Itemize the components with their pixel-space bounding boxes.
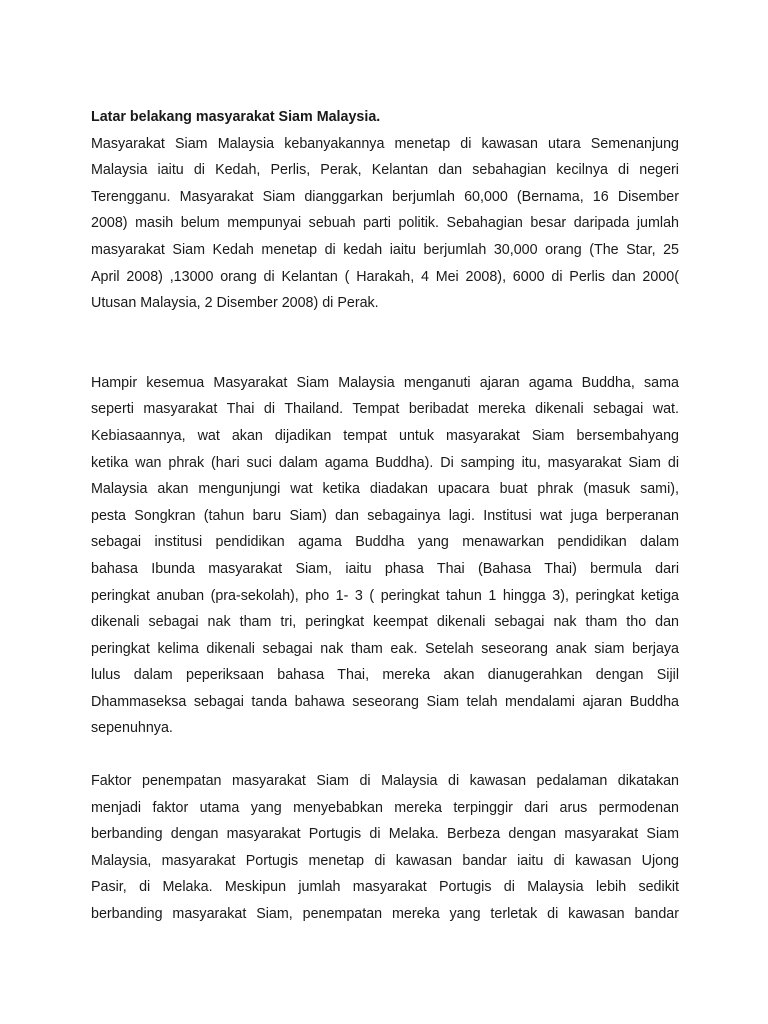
text-line: Malaysia iaitu di Kedah, Perlis, Perak, Kelantan dan sebahagian kecilnya di negeri <box>91 162 679 179</box>
text-line: Terengganu. Masyarakat Siam dianggarkan berjumlah 60,000 (Bernama, 16 Disember <box>91 188 679 205</box>
text-line: menjadi faktor utama yang menyebabkan mereka terpinggir dari arus permodenan <box>91 799 679 816</box>
paragraph-3 <box>91 768 679 928</box>
text-line: bahasa Ibunda masyarakat Siam, iaitu phasa Thai (Bahasa Thai) bermula dari <box>91 560 679 577</box>
document-body <box>91 104 679 928</box>
paragraph-1 <box>91 131 679 317</box>
text-line: April 2008) ,13000 orang di Kelantan ( Harakah, 4 Mei 2008), 6000 di Perlis dan 2000( <box>91 268 679 285</box>
text-line: Hampir kesemua Masyarakat Siam Malaysia menganuti ajaran agama Buddha, sama <box>91 374 679 391</box>
text-line: Masyarakat Siam Malaysia kebanyakannya menetap di kawasan utara Semenanjung <box>91 135 679 152</box>
document-heading: Latar belakang masyarakat Siam Malaysia. <box>91 109 381 125</box>
paragraph-2 <box>91 370 679 742</box>
text-line: Malaysia akan mengunjungi wat ketika diadakan upacara buat phrak (masuk sami), <box>91 481 679 498</box>
text-line: Utusan Malaysia, 2 Disember 2008) di Perak. <box>91 295 379 312</box>
text-line: Malaysia, masyarakat Portugis menetap di kawasan bandar iaitu di kawasan Ujong <box>91 852 679 869</box>
text-line: sebagai institusi pendidikan agama Buddha yang menawarkan pendidikan dalam <box>91 534 679 551</box>
text-line: pesta Songkran (tahun baru Siam) dan sebagainya lagi. Institusi wat juga berperanan <box>91 507 679 524</box>
text-line: peringkat kelima dikenali sebagai nak tham eak. Setelah seseorang anak siam berjaya <box>91 640 679 657</box>
text-line: peringkat anuban (pra-sekolah), pho 1- 3 ( peringkat tahun 1 hingga 3), peringkat ketiga <box>91 587 679 604</box>
text-line: berbanding masyarakat Siam, penempatan mereka yang terletak di kawasan bandar <box>91 906 679 923</box>
text-line: dikenali sebagai nak tham tri, peringkat keempat dikenali sebagai nak tham tho dan <box>91 614 679 631</box>
text-line: Pasir, di Melaka. Meskipun jumlah masyarakat Portugis di Malaysia lebih sedikit <box>91 879 679 896</box>
text-line: Faktor penempatan masyarakat Siam di Malaysia di kawasan pedalaman dikatakan <box>91 773 679 790</box>
text-line: Dhammaseksa sebagai tanda bahawa seseorang Siam telah mendalami ajaran Buddha <box>91 693 679 710</box>
text-line: 2008) masih belum mempunyai sebuah parti politik. Sebahagian besar daripada jumlah <box>91 215 679 232</box>
text-line: berbanding dengan masyarakat Portugis di Melaka. Berbeza dengan masyarakat Siam <box>91 826 679 843</box>
text-line: lulus dalam peperiksaan bahasa Thai, mereka akan dianugerahkan dengan Sijil <box>91 667 679 684</box>
text-line: sepenuhnya. <box>91 720 173 737</box>
paragraph-spacer <box>91 317 679 370</box>
paragraph-spacer <box>91 742 679 768</box>
text-line: ketika wan phrak (hari suci dalam agama Buddha). Di samping itu, masyarakat Siam di <box>91 454 679 471</box>
text-line: masyarakat Siam Kedah menetap di kedah iaitu berjumlah 30,000 orang (The Star, 25 <box>91 241 679 258</box>
text-line: Kebiasaannya, wat akan dijadikan tempat untuk masyarakat Siam bersembahyang <box>91 427 679 444</box>
text-line: seperti masyarakat Thai di Thailand. Tempat beribadat mereka dikenali sebagai wat. <box>91 401 679 418</box>
